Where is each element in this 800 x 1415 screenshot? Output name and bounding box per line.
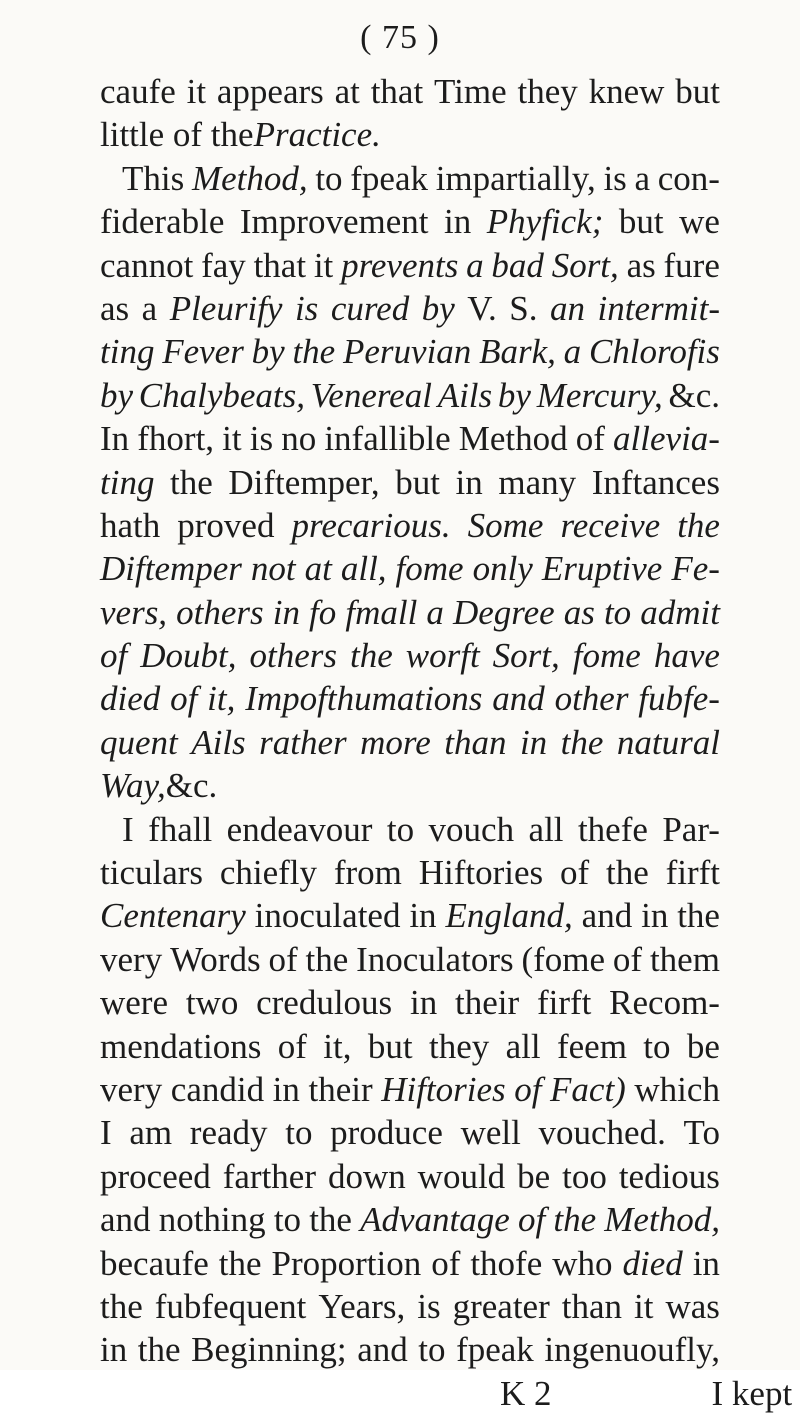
body-text [100,70,793,1415]
word: but [618,202,664,242]
word: Venereal [310,375,432,415]
word: to [418,1330,446,1370]
word: firft [536,983,592,1023]
word: all, [340,549,387,589]
word: &c. [165,766,218,806]
word: This [122,158,185,198]
word: Inoculators [356,939,514,979]
word: fpeak [456,1330,534,1370]
word: &c. [668,375,720,415]
word: fome [395,549,464,589]
text-line [100,461,720,504]
word: their [455,983,520,1023]
word: the [137,1330,181,1370]
word: Method, [604,1200,720,1240]
catch-line [100,1372,793,1415]
word: by [251,332,285,372]
word: at [304,549,332,589]
word: Impofthumations [245,679,483,719]
word: the [560,722,604,762]
word: of [575,419,605,459]
word: very [100,939,163,979]
text-line [100,1025,720,1068]
word: and [581,896,633,936]
word: Diftemper, [228,462,380,502]
text-line [100,374,720,417]
word: would [417,1156,506,1196]
word: Degree [452,592,555,632]
word: fpeak [350,158,428,198]
text-line [100,634,720,677]
word: is [603,158,627,198]
word: to [273,1200,302,1240]
word: in [272,1069,300,1109]
text-line [100,113,720,156]
word: Par- [662,809,720,849]
word: the [292,332,336,372]
word: Hiftories [418,853,544,893]
signature-mark: K 2 [500,1373,552,1413]
word: England, [445,896,573,936]
word: Way, [100,766,166,806]
word: candid [170,1069,265,1109]
word: but [395,462,440,502]
word: but [367,1026,413,1066]
word: in [272,592,300,632]
word: is [417,1286,441,1326]
word: fiderable [100,202,225,242]
word: the [309,1200,352,1240]
word: Pleurify [169,288,283,328]
word: Beginning; [191,1330,347,1370]
word: have [653,636,720,676]
word: Improvement [239,202,429,242]
word: an [550,288,585,328]
word: from [333,853,402,893]
word: Inftances [591,462,720,502]
word: of [100,636,128,676]
word: impartially, [435,158,596,198]
word: others [176,592,264,632]
word: infallible [324,419,451,459]
word: and [492,679,545,719]
word: that [370,72,424,111]
word: fo [309,592,337,632]
text-line [100,417,720,460]
word: rather [259,722,347,762]
word: Hiftories [381,1069,506,1109]
text-line [100,591,720,634]
text-line [100,1068,720,1111]
text-line [100,200,720,243]
word: be [686,1026,720,1066]
word: ticulars [100,853,204,893]
word: at [334,72,360,111]
word: feem [556,1026,627,1066]
word: Sort, [551,245,619,285]
word: mendations [100,1026,262,1066]
word: the [170,462,213,502]
text-line [100,981,720,1024]
text-line [100,1242,720,1285]
word: greater [452,1286,550,1326]
word: very [100,1069,163,1109]
word: as [563,592,595,632]
word: were [100,983,169,1023]
text-line [100,938,720,981]
word: a [466,245,484,285]
word: vouched. [538,1113,666,1153]
word: their [308,1069,373,1109]
word: vers, [100,592,168,632]
word: in [519,722,548,762]
word: Ails [191,722,246,762]
word: that [253,245,307,285]
word: we [679,202,720,242]
word: the [100,1286,143,1326]
word: of [517,1200,546,1240]
text-line [100,764,720,807]
word: who [552,1243,613,1283]
word: fubfe- [638,679,720,719]
word: not [250,549,296,589]
word: by [421,288,455,328]
text-line [100,70,720,113]
word: to [603,592,632,632]
word: be [517,1156,551,1196]
text-line [100,287,720,330]
word: two [185,983,239,1023]
word: in [409,896,437,936]
word: proceed [100,1156,211,1196]
word: the [305,939,349,979]
word: endeavour [226,809,373,849]
page-number: ( 75 ) [360,19,440,56]
word: fome [572,636,641,676]
word: Words [170,939,261,979]
word: as [100,288,130,328]
word: appears [216,72,324,111]
word: of [170,679,198,719]
word: of [268,939,298,979]
word: fhall [148,809,213,849]
word: the [553,1200,597,1240]
word: I [100,1113,112,1153]
word: by [497,375,531,415]
text-line [100,1198,720,1241]
word: (fome [521,939,606,979]
word: Method [458,419,568,459]
word: it [634,1286,654,1326]
word: Mercury, [536,375,663,415]
word: died [100,679,161,719]
word: than [561,1286,623,1326]
word: fubfequent [154,1286,307,1326]
word: all [505,1026,541,1066]
word: a [563,332,582,372]
word: the [349,636,393,676]
word: in [100,1330,128,1370]
word: firft [665,853,720,893]
word: chiefly [219,853,318,893]
word: in [444,202,472,242]
word: allevia- [613,419,720,459]
catchword: I kept [711,1373,793,1413]
word: ingenuoufly, [544,1330,720,1370]
word: natural [616,722,720,762]
word: inoculated [254,896,401,936]
word: the [677,505,720,545]
word: thefe [577,809,648,849]
word: them [649,939,720,979]
word: in [455,462,483,502]
word: fay [201,245,246,285]
word: Years, [318,1286,406,1326]
word: Diftemper [100,549,242,589]
word: Fe- [671,549,720,589]
word: and [100,1200,151,1240]
word: ting [100,332,155,372]
word: in [641,896,669,936]
word: the [677,896,720,936]
word: Method, [191,158,308,198]
word: it [186,72,207,111]
word: is [294,288,319,328]
text-line [100,1155,720,1198]
word: farther [222,1156,316,1196]
word: and [357,1330,408,1370]
word: caufe [100,72,176,111]
word: am [129,1113,173,1153]
word: to [315,158,343,198]
word: too [562,1156,607,1196]
word: becaufe [100,1243,209,1283]
word: it, [207,679,236,719]
word: a [141,288,158,328]
word: knew [588,72,665,111]
word: Fever [162,332,244,372]
word: others [249,636,337,676]
word: Phyfick; [486,202,604,242]
word: the [605,853,649,893]
word: proved [177,505,275,545]
word: Centenary [100,896,246,936]
word: I [122,809,134,849]
word: con- [657,158,720,198]
word: In [100,419,130,459]
text-line [100,894,720,937]
word: Advantage [360,1200,510,1240]
word: other [554,679,629,719]
word: they [428,1026,490,1066]
word: it [313,245,334,285]
word: tedious [618,1156,720,1196]
word: no [281,419,317,459]
word: admit [640,592,720,632]
word: cured [330,288,410,328]
word: To [683,1113,720,1153]
word: Eruptive [541,549,663,589]
word: Proportion [271,1243,422,1283]
word: it [222,419,242,459]
word: they [517,72,578,111]
word: of [514,1069,542,1109]
word: in [409,983,438,1023]
word: down [327,1156,406,1196]
text-line [100,677,720,720]
word: is [249,419,274,459]
word: fhort, [137,419,215,459]
word: but [675,72,720,111]
text-line [100,1285,720,1328]
word: was [665,1286,720,1326]
word: only [472,549,533,589]
word: ready [189,1113,268,1153]
word: to [643,1026,671,1066]
word: worft [405,636,480,676]
text-line [100,1328,720,1371]
text-line [100,547,720,590]
word: nothing [158,1200,266,1240]
word: Ails [437,375,493,415]
text-line [100,157,720,200]
word: cannot [100,245,194,285]
word: it, [323,1026,352,1066]
word: many [498,462,577,502]
word: Doubt, [140,636,237,676]
word: a [634,158,651,198]
word: to [386,809,415,849]
text-line [100,330,720,373]
word: Some [467,505,544,545]
word: to [285,1113,313,1153]
text-line [100,851,720,894]
text-line [100,244,720,287]
word: Practice. [253,115,381,155]
word: prevents [341,245,459,285]
word: which [634,1069,720,1109]
word: Fact) [550,1069,626,1109]
word: as [626,245,656,285]
word: bad [491,245,544,285]
word: of [612,939,643,979]
word: ting [100,462,155,502]
word: of [560,853,590,893]
word: well [460,1113,521,1153]
word: produce [330,1113,443,1153]
word: in [692,1243,720,1283]
word: hath [100,505,161,545]
word: receive [560,505,661,545]
word: Bark, [479,332,556,372]
word: thofe [470,1243,543,1283]
word: fmall [345,592,418,632]
text-line [100,721,720,764]
text-line [100,504,720,547]
word: V. [467,288,497,328]
word: intermit- [597,288,720,328]
text-line [100,1111,720,1154]
word: Sort, [492,636,560,676]
word: by [100,375,134,415]
word: Peruvian [343,332,472,372]
word: Chlorofis [588,332,720,372]
word: little of the [100,115,254,155]
word: precarious. [291,505,451,545]
word: of [277,1026,307,1066]
word: Recom- [609,983,720,1023]
word: vouch [428,809,515,849]
word: than [444,722,507,762]
word: died [622,1243,683,1283]
word: fure [663,245,720,285]
word: quent [100,722,178,762]
word: S. [509,288,538,328]
word: Time [434,72,507,111]
word: all [528,809,564,849]
word: the [218,1243,262,1283]
word: a [426,592,444,632]
word: more [360,722,431,762]
word: credulous [256,983,393,1023]
word: of [431,1243,461,1283]
word: Chalybeats, [138,375,306,415]
text-line [100,808,720,851]
